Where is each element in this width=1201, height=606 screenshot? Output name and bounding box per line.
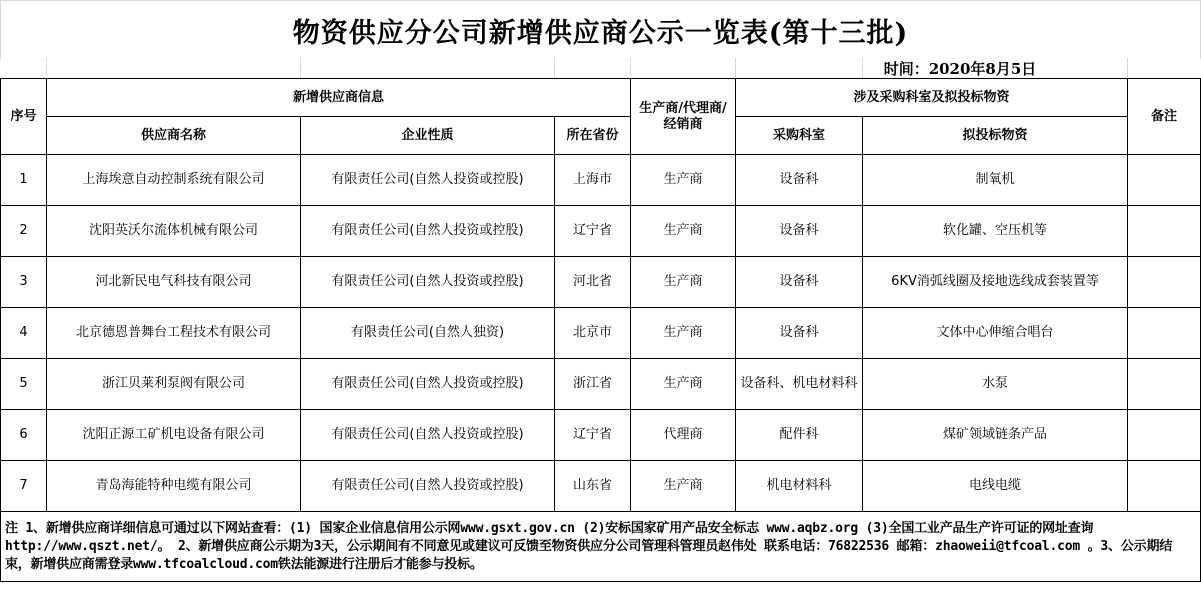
cell-role: 生产商: [631, 257, 736, 308]
cell-enterprise-type: 有限责任公司(自然人投资或控股): [301, 257, 555, 308]
header-enterprise-type: 企业性质: [301, 117, 555, 155]
page-title: 物资供应分公司新增供应商公示一览表(第十三批): [0, 0, 1201, 59]
header-remarks: 备注: [1128, 79, 1201, 155]
cell-dept: 设备科、机电材料科: [736, 359, 863, 410]
table-row: [1, 155, 1201, 206]
header-procurement: 涉及采购科室及拟投标物资: [736, 79, 1128, 117]
cell-dept: 设备科: [736, 257, 863, 308]
cell-role: 生产商: [631, 359, 736, 410]
cell-supplier-name: 河北新民电气科技有限公司: [47, 257, 301, 308]
cell-enterprise-type: 有限责任公司(自然人投资或控股): [301, 461, 555, 512]
note-row: [1, 512, 1201, 582]
cell-seq: 6: [1, 410, 47, 461]
cell-supplier-name: 沈阳正源工矿机电设备有限公司: [47, 410, 301, 461]
cell-remark: [1128, 257, 1201, 308]
cell-role: 生产商: [631, 308, 736, 359]
cell-dept: 配件科: [736, 410, 863, 461]
cell-province: 山东省: [555, 461, 631, 512]
cell-seq: 5: [1, 359, 47, 410]
publish-date: 时间：2020年8月5日: [883, 60, 1037, 78]
cell-role: 生产商: [631, 461, 736, 512]
cell-material: 煤矿领域链条产品: [863, 410, 1128, 461]
table-row: [1, 359, 1201, 410]
cell-material: 软化罐、空压机等: [863, 206, 1128, 257]
cell-enterprise-type: 有限责任公司(自然人独资): [301, 308, 555, 359]
cell-remark: [1128, 206, 1201, 257]
header-row-1: [1, 79, 1201, 117]
table-row: [1, 461, 1201, 512]
header-dept: 采购科室: [736, 117, 863, 155]
cell-seq: 7: [1, 461, 47, 512]
cell-dept: 设备科: [736, 206, 863, 257]
cell-remark: [1128, 308, 1201, 359]
cell-material: 文体中心伸缩合唱台: [863, 308, 1128, 359]
cell-province: 浙江省: [555, 359, 631, 410]
header-supplier-info: 新增供应商信息: [47, 79, 631, 117]
header-row-2: [1, 117, 1201, 155]
cell-seq: 3: [1, 257, 47, 308]
cell-enterprise-type: 有限责任公司(自然人投资或控股): [301, 206, 555, 257]
table-row: [1, 257, 1201, 308]
cell-material: 水泵: [863, 359, 1128, 410]
cell-role: 代理商: [631, 410, 736, 461]
footnote: 注 1、新增供应商详细信息可通过以下网站查看：(1) 国家企业信息信用公示网www.gsxt.gov.cn (2)安标国家矿用产品安全标志 www.aqbz.org (3)全国工业产品生产许可证的网址查询http://www.qszt.net/。 2、新增供应商公示期为3天，公示期间有不同意见或建议可反馈至物资供应分公司管理科管理员赵伟处 联系电话：76822536 邮箱：zhaoweii@tfcoal.com 。3、公示期结束，新增供应商需登录www.tfcoalcloud.com铁法能源进行注册后才能参与投标。: [1, 512, 1201, 582]
cell-province: 上海市: [555, 155, 631, 206]
cell-material: 电线电缆: [863, 461, 1128, 512]
header-producer-type: 生产商/代理商/经销商: [631, 79, 736, 155]
cell-supplier-name: 青岛海能特种电缆有限公司: [47, 461, 301, 512]
cell-enterprise-type: 有限责任公司(自然人投资或控股): [301, 410, 555, 461]
cell-role: 生产商: [631, 155, 736, 206]
cell-seq: 1: [1, 155, 47, 206]
cell-material: 6KV消弧线圈及接地选线成套装置等: [863, 257, 1128, 308]
table-row: [1, 308, 1201, 359]
header-seq: 序号: [1, 79, 47, 155]
header-materials: 拟投标物资: [863, 117, 1128, 155]
cell-supplier-name: 浙江贝莱利泵阀有限公司: [47, 359, 301, 410]
supplier-table: [0, 78, 1201, 582]
cell-remark: [1128, 461, 1201, 512]
header-supplier-name: 供应商名称: [47, 117, 301, 155]
cell-dept: 设备科: [736, 308, 863, 359]
cell-seq: 4: [1, 308, 47, 359]
cell-dept: 设备科: [736, 155, 863, 206]
cell-province: 河北省: [555, 257, 631, 308]
cell-supplier-name: 北京德恩普舞台工程技术有限公司: [47, 308, 301, 359]
cell-supplier-name: 沈阳英沃尔流体机械有限公司: [47, 206, 301, 257]
table-row: [1, 410, 1201, 461]
cell-seq: 2: [1, 206, 47, 257]
cell-remark: [1128, 359, 1201, 410]
cell-remark: [1128, 155, 1201, 206]
cell-province: 辽宁省: [555, 206, 631, 257]
cell-supplier-name: 上海埃意自动控制系统有限公司: [47, 155, 301, 206]
header-province: 所在省份: [555, 117, 631, 155]
cell-enterprise-type: 有限责任公司(自然人投资或控股): [301, 155, 555, 206]
cell-dept: 机电材料科: [736, 461, 863, 512]
cell-province: 辽宁省: [555, 410, 631, 461]
cell-role: 生产商: [631, 206, 736, 257]
cell-enterprise-type: 有限责任公司(自然人投资或控股): [301, 359, 555, 410]
cell-province: 北京市: [555, 308, 631, 359]
table-row: [1, 206, 1201, 257]
cell-remark: [1128, 410, 1201, 461]
cell-material: 制氧机: [863, 155, 1128, 206]
